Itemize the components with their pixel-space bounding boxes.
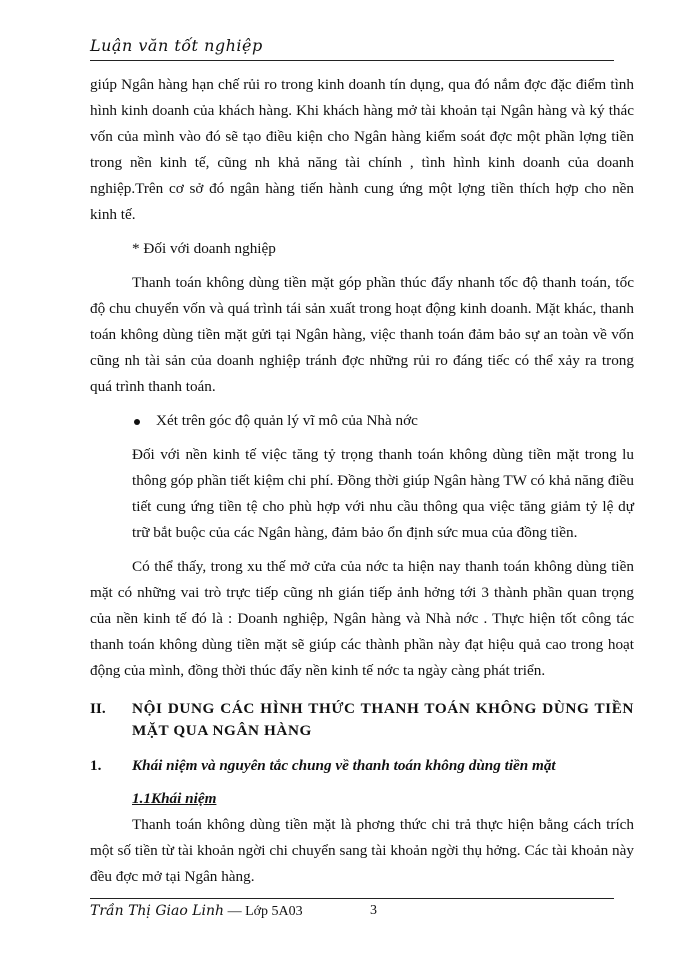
subheading-1-1-text: 1.1Khái niệm [132, 790, 217, 807]
paragraph-3: Đối với nền kinh tế việc tăng tỷ trọng thanh toán không dùng tiền mặt trong lu thông góp phần tiết kiệm chi phí. Đồng thời giúp Ngân hàng TW có khả năng điều tiết cung ứng tiền tệ cho phù hợp với nhu cầu thông qua việc tăng giảm tỷ lệ dự trữ bắt buộc của các Ngân hàng, đảm bảo ổn định sức mua của đồng tiền. [132, 446, 634, 541]
bullet-label: Xét trên góc độ quản lý vĩ mô của Nhà nớc [156, 412, 418, 429]
paragraph-4: Có thể thấy, trong xu thế mở cửa của nớc ta hiện nay thanh toán không dùng tiền mặt có những vai trò trực tiếp cũng nh gián tiếp ảnh hởng tới 3 thành phần quan trọng của nền kinh tế đó là : Doanh nghiệp, Ngân hàng và Nhà nớc . Thực hiện tốt công tác thanh toán không dùng tiền mặt sẽ giúp các thành phần này đạt hiệu quả cao trong hoạt động của mình, đồng thời thúc đẩy nền kinh tế nớc ta ngày càng phát triển. [90, 558, 634, 679]
subheading-1-1 [90, 786, 634, 812]
page-header [90, 30, 614, 61]
paragraph-5: Thanh toán không dùng tiền mặt là phơng thức chi trả thực hiện bằng cách trích một số tiền từ tài khoản ngời chi chuyển sang tài khoản ngời thụ hởng. Các tài khoản này đều đợc mở tại Ngân hàng. [90, 816, 634, 885]
page-footer [90, 898, 614, 919]
footer-author [90, 903, 303, 920]
paragraph-2: Thanh toán không dùng tiền mặt góp phần thúc đẩy nhanh tốc độ thanh toán, tốc độ chu chuyển vốn và quá trình tái sản xuất trong hoạt động kinh doanh. Mặt khác, thanh toán không dùng tiền mặt gửi tại Ngân hàng, việc thanh toán đảm bảo sự an toàn về vốn cũng nh tài sản của doanh nghiệp tránh đợc những rủi ro đáng tiếc có thể xảy ra trong quá trình thanh toán. [90, 274, 634, 395]
bullet-item [90, 408, 634, 434]
heading-1-number: 1. [90, 757, 102, 774]
bullet-icon [134, 419, 140, 425]
section-number: II. [90, 700, 106, 717]
section-ii-heading [90, 698, 634, 742]
heading-1 [90, 754, 634, 778]
footer-class: — Lớp 5A03 [227, 904, 303, 919]
section-title: NỘI DUNG CÁC HÌNH THỨC THANH TOÁN KHÔNG DÙNG TIỀN MẶT QUA NGÂN HÀNG [132, 700, 634, 739]
header-title: Luận văn tốt nghiệp [90, 36, 263, 55]
footer-author-name: Trần Thị Giao Linh [90, 903, 225, 919]
paragraph-1: giúp Ngân hàng hạn chế rủi ro trong kinh doanh tín dụng, qua đó nắm đợc đặc điểm tình hình kinh doanh của khách hàng. Khi khách hàng mở tài khoản tại Ngân hàng và ký thác vốn của mình vào đó sẽ tạo điều kiện cho Ngân hàng kiểm soát đợc một phần lợng tiền trong nền kinh tế, cũng nh khả năng tài chính , tình hình kinh doanh của doanh nghiệp.Trên cơ sở đó ngân hàng tiến hành cung ứng một lợng tiền thích hợp cho nền kinh tế. [90, 76, 634, 223]
doanh-nghiep-label: * Đối với doanh nghiệp [132, 240, 276, 257]
heading-1-title: Khái niệm và nguyên tắc chung về thanh toán không dùng tiền mặt [132, 757, 556, 774]
page-number: 3 [370, 903, 377, 918]
page-body [90, 72, 634, 890]
